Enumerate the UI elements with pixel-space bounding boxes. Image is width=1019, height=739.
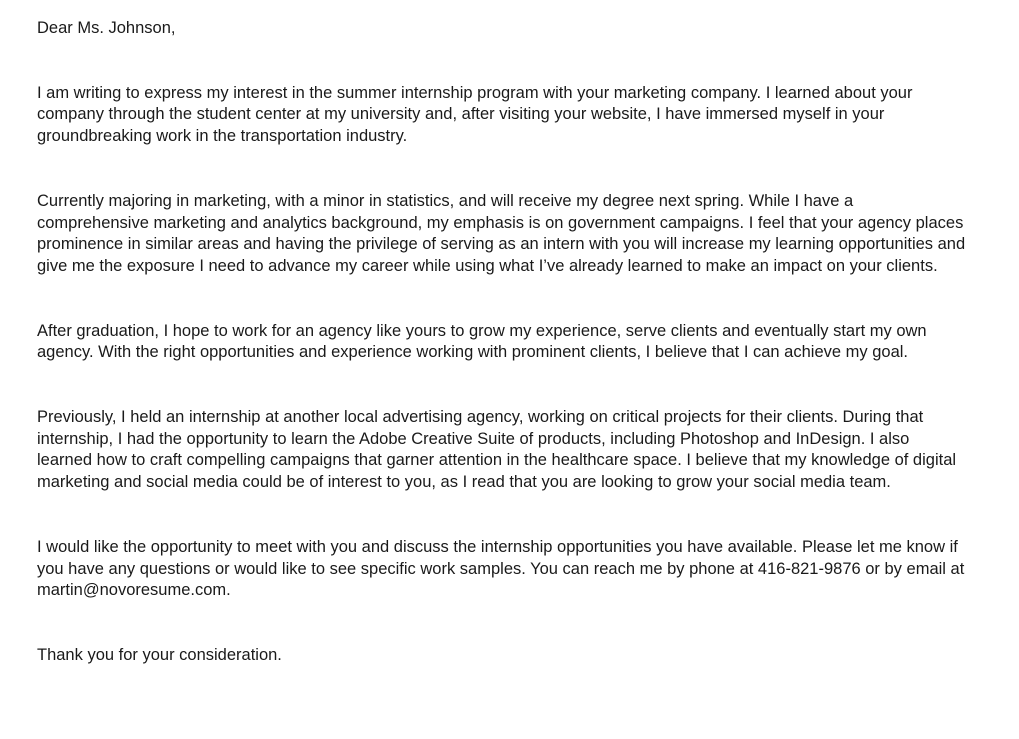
- paragraph-experience: Previously, I held an internship at another local advertising agency, working on critical projects for their clients. During that internship, I had the opportunity to learn the Adobe Creative Suite of products, including Photoshop and InDesign. I also learned how to craft compelling campaigns that garner attention in the healthcare space. I believe that my knowledge of digital marketing and social media could be of interest to you, as I read that you are looking to grow your social media team.: [37, 408, 957, 492]
- paragraph-background: Currently majoring in marketing, with a minor in statistics, and will receive my degree next spring. While I have a comprehensive marketing and analytics background, my emphasis is on government campaigns. I feel that your agency places prominence in similar areas and having the privilege of serving as an intern with you will increase my learning opportunities and give me the exposure I need to advance my career while using what I’ve already learned to make an impact on your clients.: [37, 191, 966, 275]
- paragraph-goals: After graduation, I hope to work for an agency like yours to grow my experience, serve clients and eventually start my own agency. With the right opportunities and experience working with prominent clients, I believe that I can achieve my goal.: [37, 321, 927, 362]
- cover-letter: [37, 18, 967, 667]
- paragraph-contact: I would like the opportunity to meet with you and discuss the internship opportunities you have available. Please let me know if you have any questions or would like to see specific work samples. You can reach me by phone at 416-821-9876 or by email at martin@novoresume.com.: [37, 537, 965, 600]
- paragraph-interest: I am writing to express my interest in the summer internship program with your marketing company. I learned about your company through the student center at my university and, after visiting your website, I have immersed myself in your groundbreaking work in the transportation industry.: [37, 83, 913, 146]
- closing: Thank you for your consideration.: [37, 645, 282, 664]
- salutation: Dear Ms. Johnson,: [37, 19, 176, 37]
